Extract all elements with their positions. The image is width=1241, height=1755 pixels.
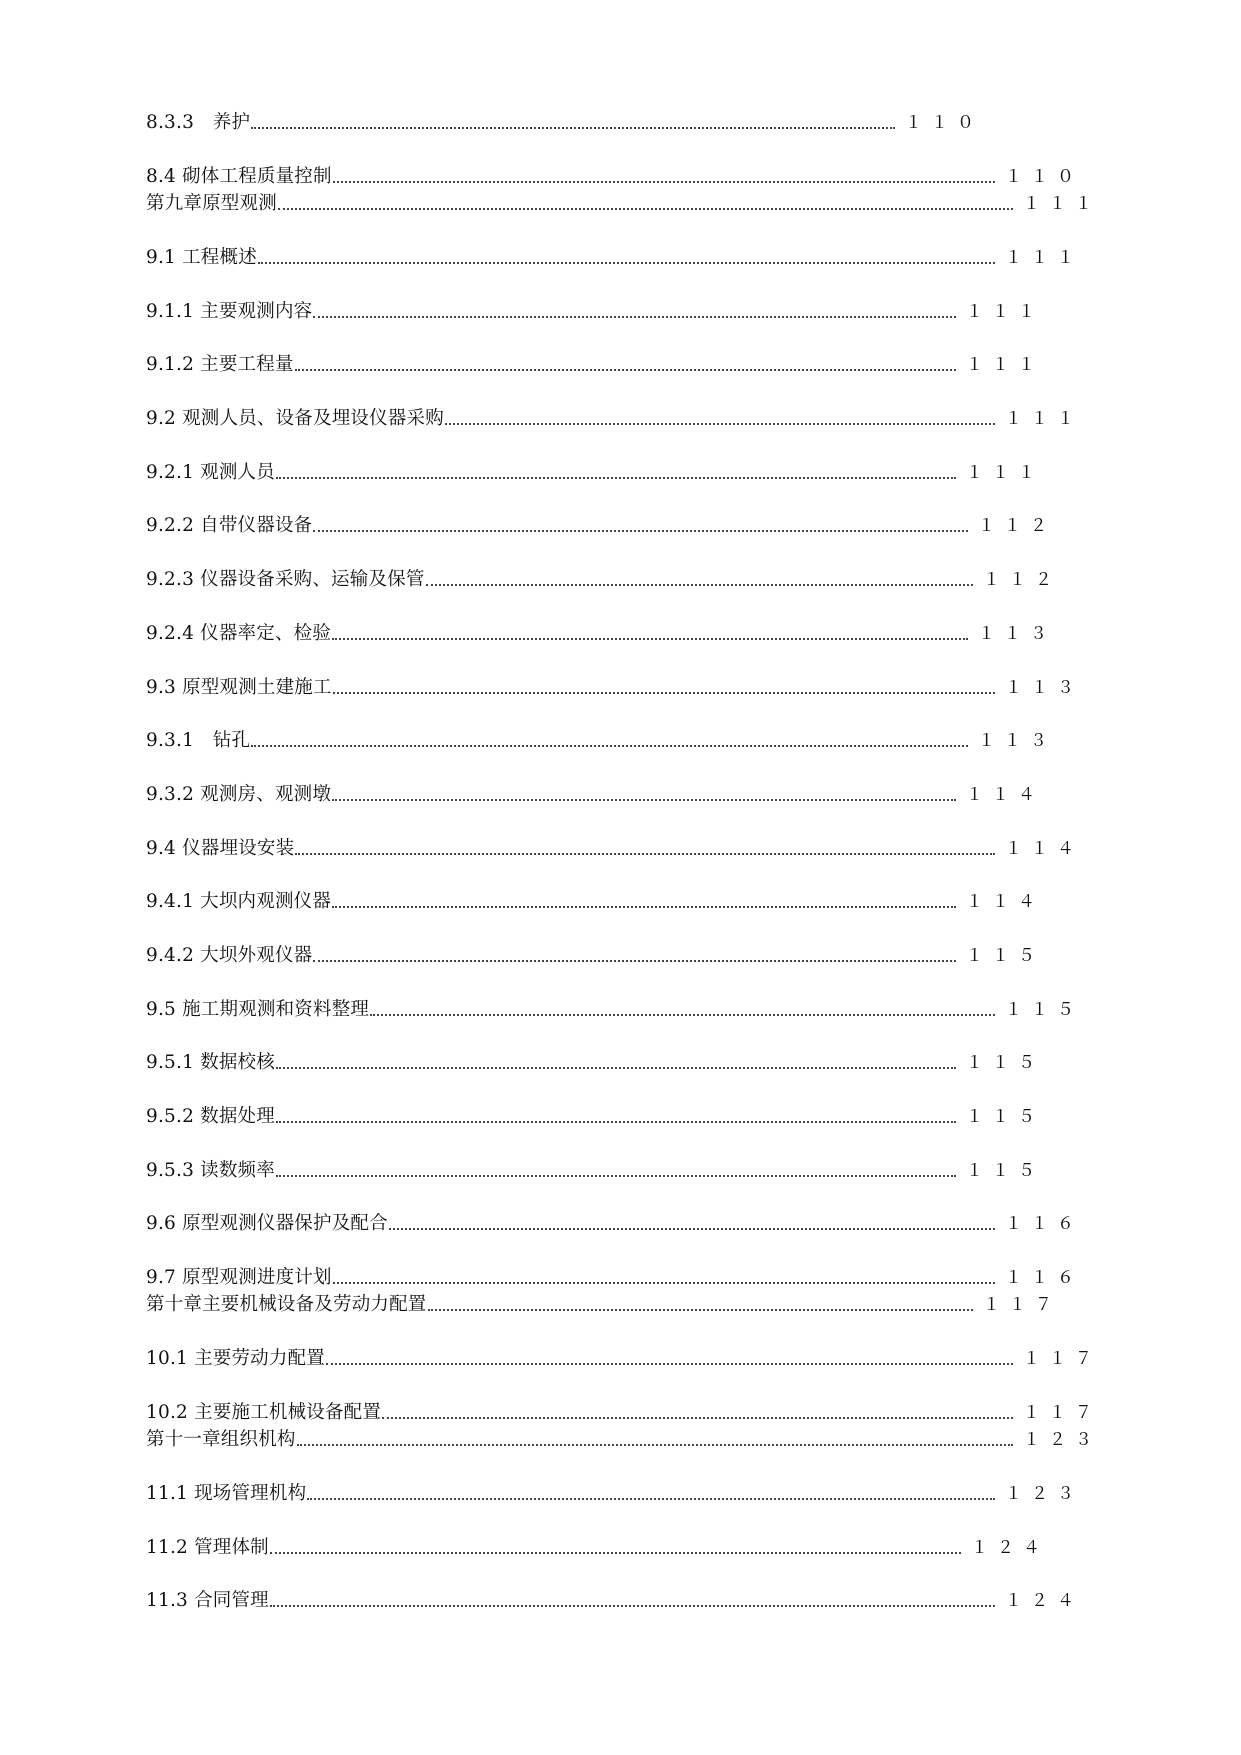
toc-leader-dots <box>389 1228 995 1230</box>
toc-entry-page: １１５ <box>966 1107 1044 1127</box>
toc-entry-page: １１４ <box>1005 839 1083 859</box>
toc-entry-page: １１１ <box>966 302 1044 322</box>
toc-leader-dots <box>251 127 895 129</box>
toc-entry[interactable] <box>146 1265 1083 1289</box>
toc-entry-label: 9.3 原型观测土建施工 <box>146 677 332 698</box>
toc-entry-page: １２４ <box>1005 1591 1083 1611</box>
toc-entry[interactable] <box>146 997 1083 1021</box>
toc-leader-dots <box>313 960 956 962</box>
toc-entry-page: １１２ <box>978 516 1056 536</box>
toc-entry[interactable] <box>146 191 1101 215</box>
toc-entry[interactable] <box>146 164 1083 188</box>
toc-entry-page: １１１ <box>1005 409 1083 429</box>
toc-entry-page: １１４ <box>966 785 1044 805</box>
toc-entry[interactable] <box>146 460 1044 484</box>
toc-entry-page: １１７ <box>983 1295 1061 1315</box>
toc-entry-label: 9.2.1 观测人员 <box>146 462 275 483</box>
toc-entry-label: 11.1 现场管理机构 <box>146 1483 307 1504</box>
toc-entry-page: １１７ <box>1023 1349 1101 1369</box>
toc-entry[interactable] <box>146 1346 1101 1370</box>
toc-entry-label: 8.3.3 养护 <box>146 112 251 133</box>
toc-entry[interactable] <box>146 1400 1101 1424</box>
toc-entry-page: １１７ <box>1023 1403 1101 1423</box>
toc-leader-dots <box>295 369 956 371</box>
toc-leader-dots <box>276 1121 956 1123</box>
toc-leader-dots <box>333 181 995 183</box>
toc-entry-label: 9.2 观测人员、设备及埋设仪器采购 <box>146 408 444 429</box>
toc-entry-page: １１５ <box>966 1161 1044 1181</box>
toc-entry[interactable] <box>146 1211 1083 1235</box>
toc-entry[interactable] <box>146 1481 1083 1505</box>
toc-leader-dots <box>426 584 973 586</box>
toc-leader-dots <box>313 316 956 318</box>
toc-entry[interactable] <box>146 621 1056 645</box>
toc-leader-dots <box>307 1498 995 1500</box>
toc-entry[interactable] <box>146 1292 1061 1316</box>
toc-leader-dots <box>333 692 995 694</box>
toc-entry[interactable] <box>146 1535 1049 1559</box>
toc-entry[interactable] <box>146 943 1044 967</box>
toc-entry-page: １１４ <box>966 892 1044 912</box>
toc-leader-dots <box>297 1444 1013 1446</box>
toc-entry-page: １１６ <box>1005 1214 1083 1234</box>
toc-entry-label: 9.1.1 主要观测内容 <box>146 301 313 322</box>
toc-leader-dots <box>270 1605 995 1607</box>
toc-entry-page: １１１ <box>966 355 1044 375</box>
toc-entry[interactable] <box>146 782 1044 806</box>
toc-entry-label: 9.4.1 大坝内观测仪器 <box>146 891 332 912</box>
toc-entry[interactable] <box>146 1588 1083 1612</box>
toc-leader-dots <box>270 1552 961 1554</box>
toc-leader-dots <box>333 1282 995 1284</box>
toc-entry-label: 第九章原型观测 <box>146 193 277 214</box>
toc-entry[interactable] <box>146 836 1083 860</box>
toc-leader-dots <box>326 1363 1013 1365</box>
toc-entry-page: １１３ <box>978 731 1056 751</box>
toc-entry[interactable] <box>146 245 1083 269</box>
toc-entry-label: 9.5.1 数据校核 <box>146 1052 275 1073</box>
toc-entry[interactable] <box>146 1050 1044 1074</box>
toc-entry-label: 9.1.2 主要工程量 <box>146 354 294 375</box>
toc-entry[interactable] <box>146 299 1044 323</box>
toc-leader-dots <box>332 799 956 801</box>
toc-entry[interactable] <box>146 1158 1044 1182</box>
toc-leader-dots <box>313 530 968 532</box>
toc-entry-label: 11.3 合同管理 <box>146 1590 269 1611</box>
toc-entry-label: 9.5 施工期观测和资料整理 <box>146 999 370 1020</box>
toc-entry-page: １２３ <box>1023 1430 1101 1450</box>
toc-entry[interactable] <box>146 1427 1101 1451</box>
toc-entry-label: 9.5.2 数据处理 <box>146 1106 275 1127</box>
toc-entry-label: 9.7 原型观测进度计划 <box>146 1267 332 1288</box>
toc-entry-label: 9.1 工程概述 <box>146 247 257 268</box>
toc-leader-dots <box>382 1417 1013 1419</box>
toc-entry-label: 9.2.3 仪器设备采购、运输及保管 <box>146 569 425 590</box>
toc-entry-label: 9.5.3 读数频率 <box>146 1160 275 1181</box>
toc-entry[interactable] <box>146 675 1083 699</box>
toc-entry-label: 10.2 主要施工机械设备配置 <box>146 1402 382 1423</box>
toc-entry-page: １１０ <box>905 113 983 133</box>
toc-entry-label: 9.3.2 观测房、观测墩 <box>146 784 332 805</box>
toc-entry-label: 第十章主要机械设备及劳动力配置 <box>146 1294 427 1315</box>
toc-leader-dots <box>276 1067 956 1069</box>
toc-entry-page: １２３ <box>1005 1484 1083 1504</box>
toc-entry-page: １１１ <box>966 463 1044 483</box>
toc-entry-page: １１２ <box>983 570 1061 590</box>
toc-entry-page: １１１ <box>1005 248 1083 268</box>
toc-entry-page: １１５ <box>966 1053 1044 1073</box>
toc-entry-page: １１０ <box>1005 167 1083 187</box>
toc-leader-dots <box>428 1309 973 1311</box>
toc-entry-page: １１５ <box>966 946 1044 966</box>
toc-entry-label: 9.6 原型观测仪器保护及配合 <box>146 1213 388 1234</box>
toc-entry[interactable] <box>146 352 1044 376</box>
toc-entry[interactable] <box>146 728 1056 752</box>
toc-entry-label: 9.4 仪器埋设安装 <box>146 838 295 859</box>
toc-leader-dots <box>258 262 995 264</box>
toc-entry-page: １１５ <box>1005 1000 1083 1020</box>
toc-entry[interactable] <box>146 110 983 134</box>
toc-entry[interactable] <box>146 889 1044 913</box>
toc-leader-dots <box>276 477 956 479</box>
toc-entry-label: 9.4.2 大坝外观仪器 <box>146 945 313 966</box>
toc-entry-label: 第十一章组织机构 <box>146 1429 296 1450</box>
toc-entry-label: 9.2.4 仪器率定、检验 <box>146 623 332 644</box>
toc-entry-label: 9.2.2 自带仪器设备 <box>146 515 313 536</box>
toc-entry-page: １１３ <box>978 624 1056 644</box>
toc-entry-label: 8.4 砌体工程质量控制 <box>146 166 332 187</box>
toc-leader-dots <box>332 638 968 640</box>
toc-entry[interactable] <box>146 1104 1044 1128</box>
toc-entry-page: １１６ <box>1005 1268 1083 1288</box>
toc-entry-page: １１３ <box>1005 678 1083 698</box>
toc-entry[interactable] <box>146 406 1083 430</box>
toc-leader-dots <box>445 423 995 425</box>
toc-entry-page: １１１ <box>1023 194 1101 214</box>
toc-leader-dots <box>276 1175 956 1177</box>
toc-leader-dots <box>295 853 995 855</box>
toc-entry-label: 9.3.1 钻孔 <box>146 730 251 751</box>
toc-leader-dots <box>332 906 956 908</box>
toc-leader-dots <box>370 1014 995 1016</box>
toc-leader-dots <box>251 745 968 747</box>
toc-entry-page: １２４ <box>971 1538 1049 1558</box>
toc-entry[interactable] <box>146 567 1061 591</box>
toc-entry-label: 10.1 主要劳动力配置 <box>146 1348 325 1369</box>
toc-leader-dots <box>278 208 1013 210</box>
toc-entry[interactable] <box>146 513 1056 537</box>
toc-entry-label: 11.2 管理体制 <box>146 1537 269 1558</box>
